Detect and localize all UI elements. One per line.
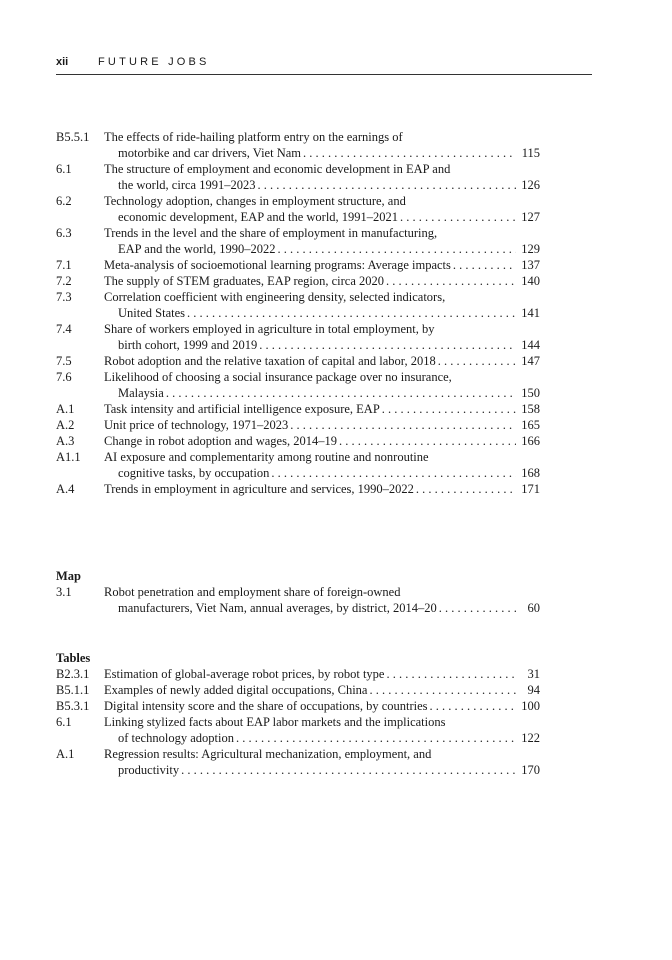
- entry-number: 3.1: [56, 585, 72, 599]
- entry-title-line: AI exposure and complementarity among routine and nonroutine: [104, 450, 429, 464]
- dot-leader: [259, 337, 516, 353]
- entry-last-line: [104, 698, 540, 714]
- toc-entry[interactable]: [56, 666, 540, 682]
- entry-body: [104, 746, 540, 778]
- map-heading: Map: [56, 569, 81, 583]
- toc-entry[interactable]: [56, 193, 540, 225]
- entry-body: [104, 666, 540, 682]
- entry-page-number: 31: [527, 667, 540, 681]
- entry-title-line: Robot adoption and the relative taxation of capital and labor, 2018: [104, 354, 436, 368]
- entry-body: [104, 698, 540, 714]
- tables-section: [56, 650, 540, 778]
- entry-page-number: 147: [521, 354, 540, 368]
- entry-title-line: economic development, EAP and the world, 1991–2021: [118, 210, 399, 224]
- toc-entry[interactable]: [56, 682, 540, 698]
- entry-page-number: 115: [521, 146, 540, 160]
- toc-entry[interactable]: [56, 698, 540, 714]
- entry-last-line: [104, 417, 540, 433]
- entry-title-line: The structure of employment and economic development in EAP and: [104, 162, 451, 176]
- entry-body: [104, 369, 540, 401]
- entry-title-line: Estimation of global-average robot prices, by robot type: [104, 667, 385, 681]
- entry-body: [104, 449, 540, 481]
- toc-entry[interactable]: [56, 273, 540, 289]
- entry-title-line: Technology adoption, changes in employment structure, and: [104, 194, 406, 208]
- entry-last-line: [104, 433, 540, 449]
- entry-title-line: Meta-analysis of socioemotional learning programs: Average impacts: [104, 258, 451, 272]
- running-title: FUTURE JOBS: [98, 56, 210, 68]
- entry-number: B5.1.1: [56, 683, 90, 697]
- dot-leader: [187, 305, 516, 321]
- entry-number: A.2: [56, 418, 75, 432]
- entry-page-number: 165: [521, 418, 540, 432]
- entry-body: [104, 433, 540, 449]
- entry-number: 7.4: [56, 322, 72, 336]
- map-list: [56, 584, 540, 616]
- toc-entry[interactable]: [56, 257, 540, 273]
- entry-last-line: [104, 682, 540, 698]
- entry-page-number: 158: [521, 402, 540, 416]
- dot-leader: [438, 353, 516, 369]
- entry-body: [104, 401, 540, 417]
- entry-body: [104, 682, 540, 698]
- entry-last-line: [104, 337, 540, 353]
- entry-title-line: Trends in the level and the share of employment in manufacturing,: [104, 226, 438, 240]
- entry-title-line: birth cohort, 1999 and 2019: [118, 338, 258, 352]
- entry-number: 7.1: [56, 258, 72, 272]
- entry-page-number: 166: [521, 434, 540, 448]
- entry-number: 7.6: [56, 370, 72, 384]
- dot-leader: [382, 401, 516, 417]
- dot-leader: [166, 385, 516, 401]
- dot-leader: [278, 241, 516, 257]
- entry-page-number: 126: [521, 178, 540, 192]
- toc-entry[interactable]: [56, 369, 540, 401]
- entry-last-line: [104, 401, 540, 417]
- entry-title-line: Robot penetration and employment share of foreign-owned: [104, 585, 401, 599]
- dot-leader: [290, 417, 516, 433]
- entry-last-line: [104, 241, 540, 257]
- dot-leader: [303, 145, 516, 161]
- entry-title-line: Examples of newly added digital occupations, China: [104, 683, 368, 697]
- entry-page-number: 129: [521, 242, 540, 256]
- entry-number: 6.3: [56, 226, 72, 240]
- dot-leader: [386, 666, 516, 682]
- entry-page-number: 140: [521, 274, 540, 288]
- entry-title-line: Correlation coefficient with engineering density, selected indicators,: [104, 290, 446, 304]
- entry-page-number: 100: [521, 699, 540, 713]
- entry-last-line: [104, 481, 540, 497]
- entry-title-line: Unit price of technology, 1971–2023: [104, 418, 289, 432]
- toc-entry[interactable]: [56, 714, 540, 746]
- entry-body: [104, 193, 540, 225]
- dot-leader: [257, 177, 516, 193]
- toc-entry[interactable]: [56, 321, 540, 353]
- toc-entry[interactable]: [56, 449, 540, 481]
- dot-leader: [439, 600, 516, 616]
- entry-last-line: [104, 600, 540, 616]
- page-number: xii: [56, 56, 69, 68]
- entry-body: [104, 321, 540, 353]
- entry-body: [104, 481, 540, 497]
- entry-number: B2.3.1: [56, 667, 90, 681]
- dot-leader: [271, 465, 516, 481]
- dot-leader: [369, 682, 516, 698]
- entry-last-line: [104, 762, 540, 778]
- entry-last-line: [104, 666, 540, 682]
- entry-last-line: [104, 353, 540, 369]
- dot-leader: [339, 433, 516, 449]
- entry-last-line: [104, 209, 540, 225]
- toc-entry[interactable]: [56, 225, 540, 257]
- dot-leader: [430, 698, 516, 714]
- entry-body: [104, 353, 540, 369]
- entry-number: 7.5: [56, 354, 72, 368]
- entry-body: [104, 584, 540, 616]
- entry-page-number: 94: [527, 683, 540, 697]
- entry-title-line: manufacturers, Viet Nam, annual averages, by district, 2014–20: [118, 601, 437, 615]
- entry-title-line: The supply of STEM graduates, EAP region, circa 2020: [104, 274, 385, 288]
- entry-body: [104, 289, 540, 321]
- entry-last-line: [104, 465, 540, 481]
- entry-last-line: [104, 177, 540, 193]
- entry-title-line: the world, circa 1991–2023: [118, 178, 256, 192]
- toc-entry[interactable]: [56, 417, 540, 433]
- entry-title-line: Trends in employment in agriculture and services, 1990–2022: [104, 482, 414, 496]
- entry-page-number: 137: [521, 258, 540, 272]
- entry-page-number: 150: [521, 386, 540, 400]
- entry-number: 6.2: [56, 194, 72, 208]
- running-header: [56, 54, 592, 75]
- entry-number: A.1: [56, 747, 75, 761]
- toc-entry[interactable]: [56, 401, 540, 417]
- entry-last-line: [104, 273, 540, 289]
- tables-heading: Tables: [56, 651, 91, 665]
- toc-entry[interactable]: [56, 129, 540, 161]
- map-section: [56, 568, 540, 616]
- entry-last-line: [104, 730, 540, 746]
- entry-title-line: Malaysia: [118, 386, 164, 400]
- entry-body: [104, 417, 540, 433]
- entry-number: B5.5.1: [56, 130, 90, 144]
- entry-title-line: Change in robot adoption and wages, 2014–19: [104, 434, 337, 448]
- entry-title-line: productivity: [118, 763, 180, 777]
- entry-body: [104, 714, 540, 746]
- entry-title-line: cognitive tasks, by occupation: [118, 466, 270, 480]
- entry-title-line: Digital intensity score and the share of occupations, by countries: [104, 699, 428, 713]
- entry-title-line: The effects of ride-hailing platform entry on the earnings of: [104, 130, 403, 144]
- entry-title-line: Task intensity and artificial intelligence exposure, EAP: [104, 402, 380, 416]
- toc-entry[interactable]: [56, 289, 540, 321]
- entry-last-line: [104, 257, 540, 273]
- entry-title-line: Likelihood of choosing a social insurance package over no insurance,: [104, 370, 452, 384]
- entry-page-number: 141: [521, 306, 540, 320]
- entry-body: [104, 257, 540, 273]
- entry-last-line: [104, 145, 540, 161]
- entry-number: 7.3: [56, 290, 72, 304]
- dot-leader: [453, 257, 516, 273]
- entry-page-number: 168: [521, 466, 540, 480]
- entry-page-number: 60: [527, 601, 540, 615]
- entry-page-number: 171: [521, 482, 540, 496]
- toc-entry[interactable]: [56, 353, 540, 369]
- entry-page-number: 122: [521, 731, 540, 745]
- entry-title-line: motorbike and car drivers, Viet Nam: [118, 146, 301, 160]
- entry-number: A1.1: [56, 450, 81, 464]
- toc-entry[interactable]: [56, 584, 540, 616]
- entry-number: 7.2: [56, 274, 72, 288]
- entry-title-line: Share of workers employed in agriculture in total employment, by: [104, 322, 435, 336]
- toc-entry[interactable]: [56, 481, 540, 497]
- tables-list: [56, 666, 540, 778]
- entry-page-number: 144: [521, 338, 540, 352]
- entry-last-line: [104, 305, 540, 321]
- figures-list: [56, 129, 540, 497]
- entry-number: 6.1: [56, 162, 72, 176]
- entry-body: [104, 129, 540, 161]
- dot-leader: [400, 209, 516, 225]
- entry-number: A.1: [56, 402, 75, 416]
- entry-body: [104, 161, 540, 193]
- dot-leader: [386, 273, 516, 289]
- entry-number: B5.3.1: [56, 699, 90, 713]
- entry-number: A.3: [56, 434, 75, 448]
- entry-page-number: 170: [521, 763, 540, 777]
- entry-page-number: 127: [521, 210, 540, 224]
- entry-title-line: Regression results: Agricultural mechanization, employment, and: [104, 747, 432, 761]
- entry-title-line: United States: [118, 306, 186, 320]
- dot-leader: [181, 762, 516, 778]
- entry-number: A.4: [56, 482, 75, 496]
- entry-last-line: [104, 385, 540, 401]
- toc-entry[interactable]: [56, 746, 540, 778]
- entry-title-line: Linking stylized facts about EAP labor markets and the implications: [104, 715, 446, 729]
- entry-body: [104, 273, 540, 289]
- entry-number: 6.1: [56, 715, 72, 729]
- dot-leader: [236, 730, 516, 746]
- toc-entry[interactable]: [56, 433, 540, 449]
- toc-entry[interactable]: [56, 161, 540, 193]
- dot-leader: [416, 481, 516, 497]
- entry-body: [104, 225, 540, 257]
- entry-title-line: EAP and the world, 1990–2022: [118, 242, 276, 256]
- entry-title-line: of technology adoption: [118, 731, 234, 745]
